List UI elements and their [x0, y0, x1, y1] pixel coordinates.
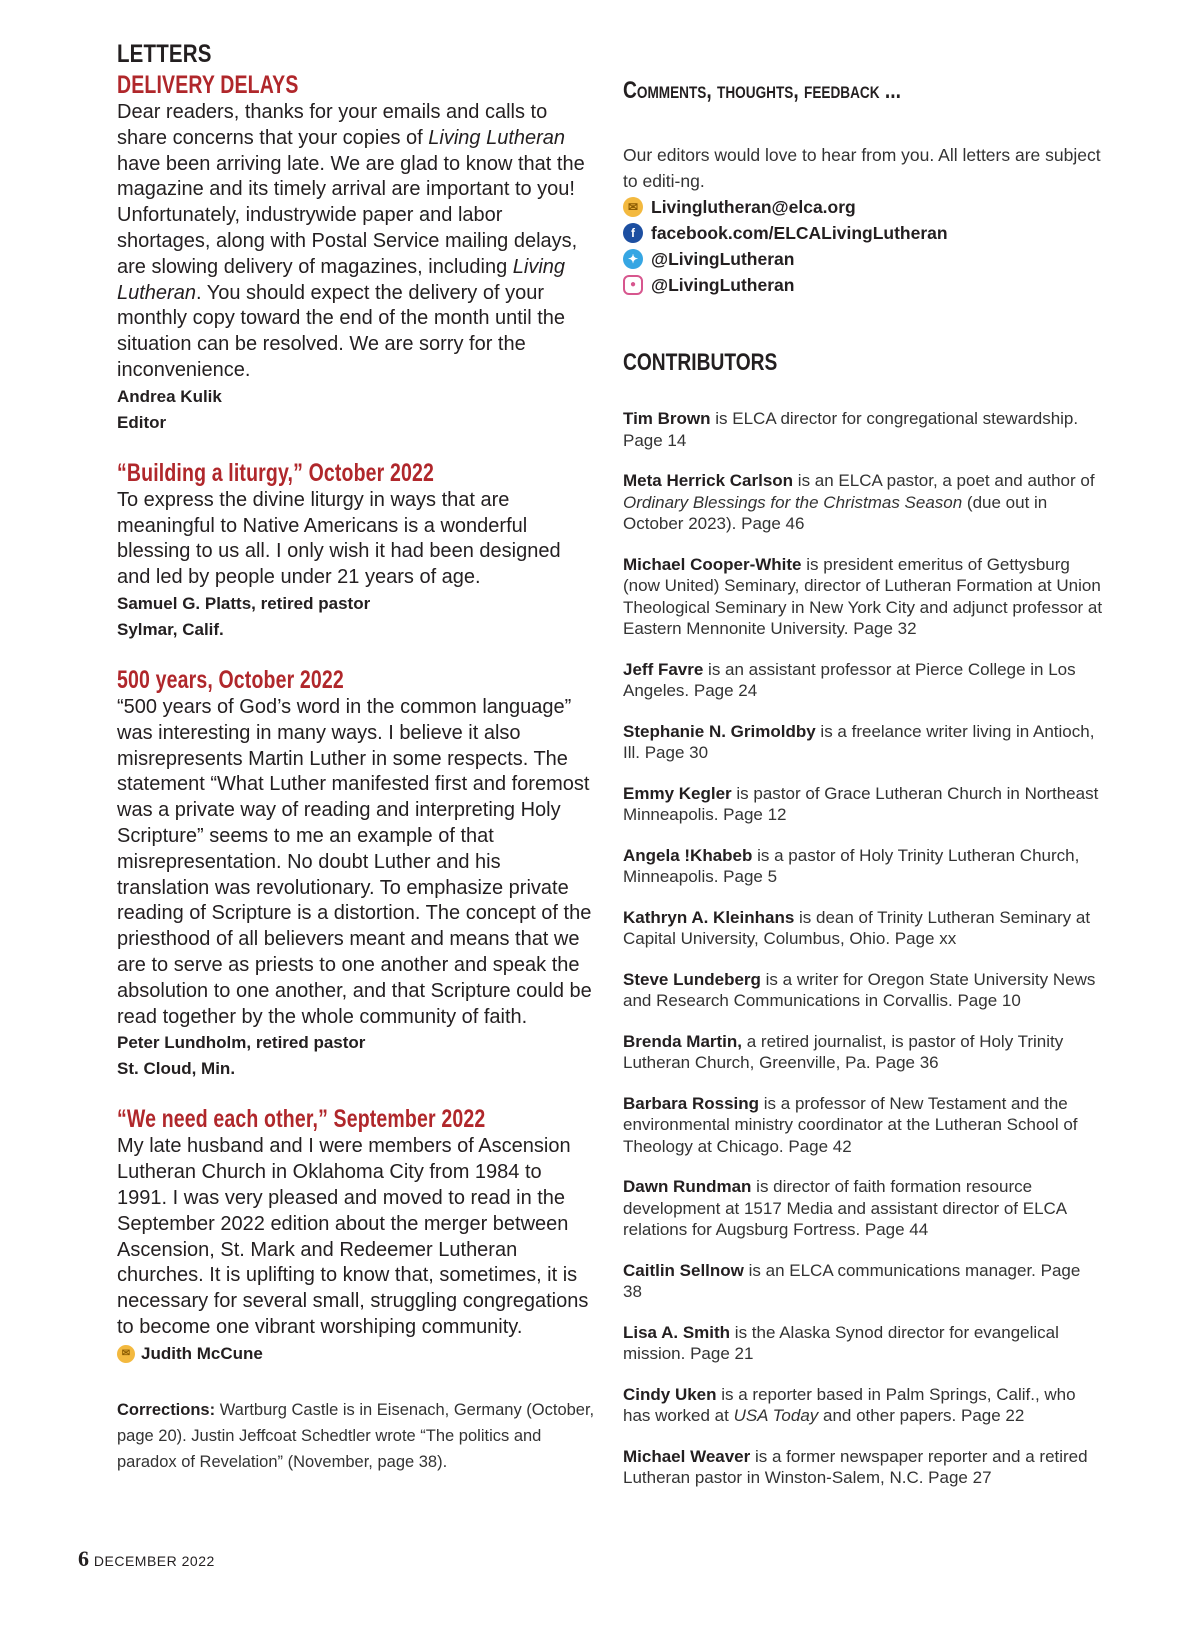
letter-signature-role: Editor — [117, 412, 167, 432]
letter-signature-name: Peter Lundholm, retired pastor — [117, 1033, 366, 1053]
letter-signature-name: Samuel G. Platts, retired pastor — [117, 593, 371, 613]
letter-body: Dear readers, thanks for your emails and calls to share concerns that your copies of Living Lutheran have been arriving late. We are glad to know that the magazine and its timely arrival are important to you! Unfortunately, industrywide paper and labor shortages, along with Postal Service mailing delays, are slowing delivery of magazines, including Living Lutheran. You should expect the delivery of your monthly copy toward the end of the month until the situation can be resolved. We are sorry for the inconvenience. — [117, 101, 585, 381]
mail-icon: ✉ — [623, 197, 643, 217]
contributor-item: Lisa A. Smith is the Alaska Synod director for evangelical mission. Page 21 — [623, 1322, 1059, 1363]
contributor-item: Jeff Favre is an assistant professor at Pierce College in Los Angeles. Page 24 — [623, 659, 1076, 700]
corrections-label: Corrections: — [117, 1400, 216, 1419]
issue-date: DECEMBER 2022 — [93, 1553, 215, 1569]
facebook-icon: f — [623, 223, 643, 243]
contributor-item: Cindy Uken is a reporter based in Palm Springs, Calif., who has worked at USA Today and other papers. Page 22 — [623, 1384, 1076, 1425]
contributor-item: Caitlin Sellnow is an ELCA communications manager. Page 38 — [623, 1260, 1081, 1301]
corrections-text: Wartburg Castle is in Eisenach, Germany (October, page 20). Justin Jeffcoat Schedtler wrote “The politics and paradox of Revelation” (November, page 38). — [117, 1400, 595, 1471]
contributor-item: Michael Weaver is a former newspaper reporter and a retired Lutheran pastor in Winston-Salem, N.C. Page 27 — [623, 1446, 1088, 1487]
letter-signature-location: St. Cloud, Min. — [117, 1059, 236, 1079]
letter-signature-location: Sylmar, Calif. — [117, 619, 224, 639]
letter-title: “We need each other,” September 2022 — [117, 1105, 486, 1134]
twitter-icon: ✦ — [623, 249, 643, 269]
feedback-title: Comments, thoughts, feedback ... — [623, 77, 901, 104]
letter-we-need-each-other — [117, 1104, 595, 1366]
section-label: LETTERS — [117, 40, 212, 68]
letter-signature — [117, 1341, 595, 1367]
contributor-item: Steve Lundeberg is a writer for Oregon State University News and Research Communications in Corvallis. Page 10 — [623, 969, 1096, 1010]
contact-twitter[interactable] — [623, 246, 1103, 272]
contributor-item: Stephanie N. Grimoldby is a freelance writer living in Antioch, Ill. Page 30 — [623, 721, 1095, 762]
contributors-title: CONTRIBUTORS — [623, 349, 778, 376]
letter-title: 500 years, October 2022 — [117, 665, 344, 694]
letter-body: To express the divine liturgy in ways that are meaningful to Native Americans is a wonderful blessing to us all. I only wish it had been designed and led by people under 21 years of age. — [117, 488, 561, 589]
feedback-intro: Our editors would love to hear from you. All letters are subject to editi-ng. — [623, 145, 1101, 191]
contact-instagram-link[interactable]: @LivingLutheran — [651, 275, 795, 295]
contributor-item: Barbara Rossing is a professor of New Testament and the environmental ministry coordinator at the Lutheran School of Theology at Chicago. Page 42 — [623, 1093, 1078, 1156]
mail-icon: ✉ — [117, 1345, 135, 1363]
contributor-item: Angela !Khabeb is a pastor of Holy Trinity Lutheran Church, Minneapolis. Page 5 — [623, 845, 1080, 886]
instagram-icon: ● — [623, 275, 643, 295]
sidebar-column — [623, 76, 1103, 1508]
page-number: 6 — [78, 1546, 90, 1571]
letter-building-a-liturgy — [117, 458, 595, 643]
contributor-item: Dawn Rundman is director of faith formation resource development at 1517 Media and assistant director of ELCA relations for Augsburg Fortress. Page 44 — [623, 1177, 1067, 1239]
contact-instagram[interactable] — [623, 272, 1103, 298]
contact-list — [623, 194, 1103, 298]
contributor-item: Tim Brown is ELCA director for congregational stewardship. Page 14 — [623, 409, 1079, 450]
contributor-item: Meta Herrick Carlson is an ELCA pastor, a poet and author of Ordinary Blessings for the Christmas Season (due out in October 2023). Page 46 — [623, 471, 1095, 533]
letter-signature-name: Andrea Kulik — [117, 386, 222, 406]
letter-body: My late husband and I were members of Ascension Lutheran Church in Oklahoma City from 1984 to 1991. I was very pleased and moved to read in the September 2022 edition about the merger between Ascension, St. Mark and Redeemer Lutheran churches. It is uplifting to know that, sometimes, it is necessary for several small, struggling congregations to become one vibrant worshiping community. — [117, 1135, 589, 1338]
letters-column — [117, 38, 595, 1475]
contact-email-link[interactable]: Livinglutheran@elca.org — [651, 197, 856, 217]
letter-title: “Building a liturgy,” October 2022 — [117, 458, 435, 487]
contributors-list — [623, 408, 1103, 1489]
letter-delivery-delays — [117, 70, 595, 436]
contact-facebook-link[interactable]: facebook.com/ELCALivingLutheran — [651, 223, 948, 243]
contributor-item: Brenda Martin, a retired journalist, is pastor of Holy Trinity Lutheran Church, Greenville, Pa. Page 36 — [623, 1031, 1064, 1072]
contributor-item: Kathryn A. Kleinhans is dean of Trinity Lutheran Seminary at Capital University, Columbus, Ohio. Page xx — [623, 907, 1091, 948]
contact-twitter-link[interactable]: @LivingLutheran — [651, 249, 795, 269]
contact-facebook[interactable] — [623, 220, 1103, 246]
letter-title: DELIVERY DELAYS — [117, 71, 299, 99]
page-footer — [78, 1546, 215, 1572]
corrections — [117, 1397, 595, 1475]
letter-body: “500 years of God’s word in the common language” was interesting in many ways. I believe it also misrepresents Martin Luther in some respects. The statement “What Luther manifested first and foremost was a private way of reading and interpreting Holy Scripture” seems to me an example of that misrepresentation. No doubt Luther and his translation was revolutionary. To emphasize private reading of Scripture is a distortion. The concept of the priesthood of all believers meant and means that we are to serve as priests to one another and speak the absolution to one another, and that Scripture could be read together by the whole community of faith. — [117, 695, 592, 1028]
contact-email[interactable] — [623, 194, 1103, 220]
letter-500-years — [117, 665, 595, 1082]
letter-signature-name: Judith McCune — [141, 1343, 263, 1363]
contributor-item: Michael Cooper-White is president emeritus of Gettysburg (now United) Seminary, director of Lutheran Formation at Union Theological Seminary in New York City and adjunct professor at Eastern Mennonite University. Page 32 — [623, 554, 1103, 638]
contributor-item: Emmy Kegler is pastor of Grace Lutheran Church in Northeast Minneapolis. Page 12 — [623, 783, 1099, 824]
